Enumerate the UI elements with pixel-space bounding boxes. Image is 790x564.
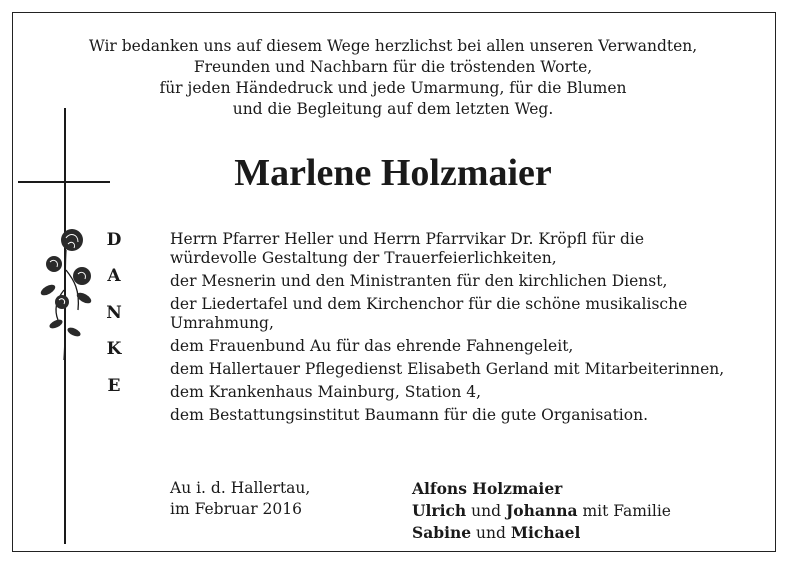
danke-letter: E [107, 375, 121, 396]
deceased-name: Marlene Holzmaier [234, 152, 552, 194]
danke-letter: K [106, 339, 122, 360]
danke-letter: N [106, 302, 122, 323]
family-suffix: mit Familie [582, 502, 671, 520]
date: im Februar 2016 [170, 500, 302, 518]
thanks-line: würdevolle Gestaltung der Trauerfeierlichkeiten, [170, 249, 557, 267]
signer-line [412, 522, 671, 544]
intro-text [40, 36, 746, 120]
thanks-item [170, 383, 774, 402]
signer-name: Johanna [505, 501, 578, 520]
intro-line: und die Begleitung auf dem letzten Weg. [232, 100, 554, 118]
signer-name: Alfons Holzmaier [412, 479, 563, 498]
and-word: und [471, 502, 501, 520]
thanks-line: der Mesnerin und den Ministranten für den kirchlichen Dienst, [170, 272, 668, 290]
and-word: und [476, 524, 506, 542]
signer-name: Ulrich [412, 501, 467, 520]
signer-line [412, 478, 671, 500]
danke-letter: A [107, 266, 121, 287]
thanks-item [170, 272, 774, 291]
thanks-line: der Liedertafel und dem Kirchenchor für die schöne musikalische [170, 295, 688, 313]
signer-name: Sabine [412, 523, 472, 542]
thanks-item [170, 337, 774, 356]
intro-line: für jeden Händedruck und jede Umarmung, für die Blumen [159, 79, 627, 97]
thanks-item [170, 406, 774, 425]
place: Au i. d. Hallertau, [170, 479, 311, 497]
cross-icon-horizontal-bar [18, 181, 110, 183]
thanks-line: dem Krankenhaus Mainburg, Station 4, [170, 383, 482, 401]
intro-line: Wir bedanken uns auf diesem Wege herzlichst bei allen unseren Verwandten, [88, 37, 698, 55]
thanks-list [170, 230, 774, 429]
thanks-line: dem Frauenbund Au für das ehrende Fahnengeleit, [170, 337, 574, 355]
rose-icon [34, 220, 106, 370]
danke-vertical-word [104, 230, 124, 412]
thanks-item [170, 360, 774, 379]
danke-letter: D [106, 230, 122, 250]
signer-name: Michael [510, 523, 581, 542]
thanks-item [170, 230, 774, 268]
thanks-line: dem Hallertauer Pflegedienst Elisabeth Gerland mit Mitarbeiterinnen, [170, 360, 725, 378]
thanks-item [170, 295, 774, 333]
intro-line: Freunden und Nachbarn für die tröstenden Worte, [193, 58, 593, 76]
place-date [170, 478, 310, 520]
signer-line [412, 500, 671, 522]
thanks-line: dem Bestattungsinstitut Baumann für die gute Organisation. [170, 406, 649, 424]
signers [412, 478, 671, 544]
thanks-line: Umrahmung, [170, 314, 274, 332]
thanks-line: Herrn Pfarrer Heller und Herrn Pfarrvikar Dr. Kröpfl für die [170, 230, 645, 248]
